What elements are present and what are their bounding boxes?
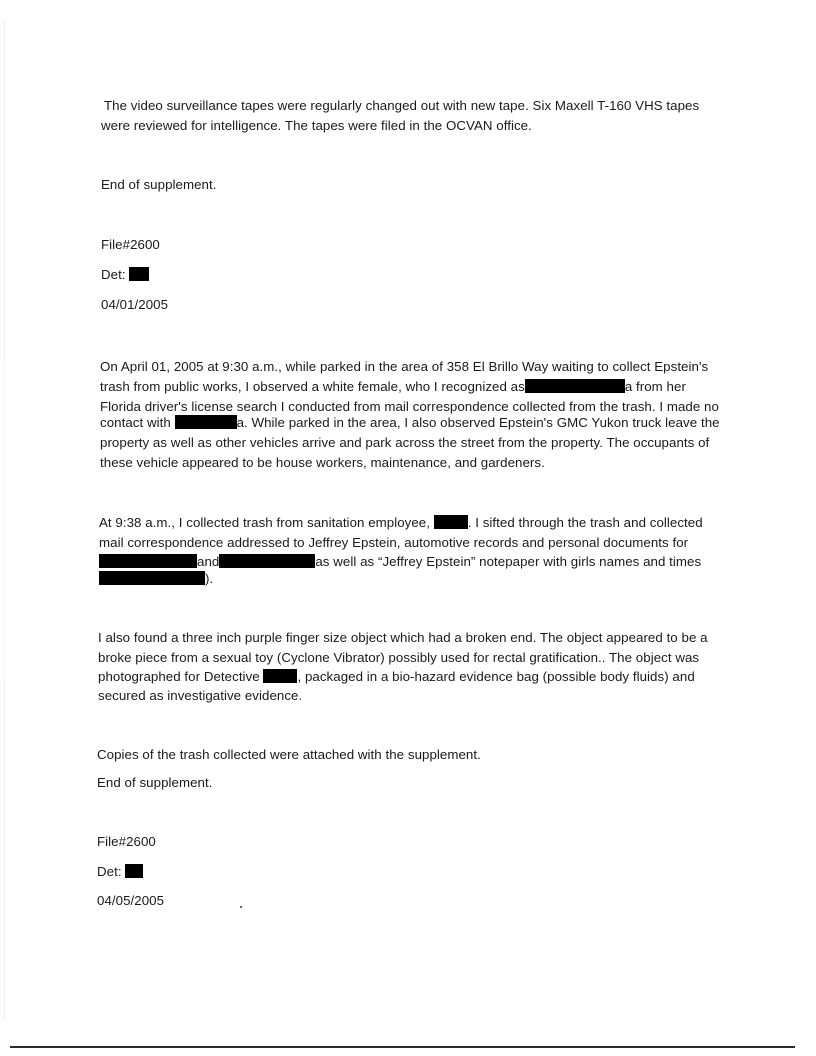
text-segment: and	[197, 554, 220, 569]
redaction-box	[219, 554, 315, 568]
file-number-2: File#2600	[97, 834, 156, 849]
end-of-supplement-2: End of supplement.	[97, 775, 213, 790]
redaction-box	[125, 864, 143, 878]
text-segment: trash from public works, I observed a white female, who I recognized as	[100, 379, 525, 394]
text-segment: as well as “Jeffrey Epstein” notepaper with girls names and times	[315, 554, 702, 569]
redaction-box	[263, 669, 297, 683]
scan-speck	[240, 906, 242, 908]
text-segment: , packaged in a bio-hazard evidence bag (possible body fluids) and	[297, 669, 695, 684]
paragraph-4-line-2: broke piece from a sexual toy (Cyclone Vibrator) possibly used for rectal gratification.. The object was	[98, 650, 700, 665]
text-segment: a	[624, 379, 633, 394]
redaction-box	[525, 379, 625, 393]
paragraph-2-line-2	[100, 377, 686, 397]
text-segment: contact with	[100, 415, 171, 430]
paragraph-4-line-3	[98, 667, 695, 687]
paragraph-2-line-1: On April 01, 2005 at 9:30 a.m., while parked in the area of 358 El Brillo Way waiting to collect Epstein's	[100, 359, 709, 374]
paragraph-3-line-2: mail correspondence addressed to Jeffrey Epstein, automotive records and personal documents for	[99, 535, 689, 550]
redaction-box	[99, 571, 205, 585]
paragraph-3-line-1	[99, 513, 703, 533]
detective-line-1	[101, 265, 149, 285]
redaction-box	[99, 554, 197, 568]
paragraph-3-line-4	[99, 569, 213, 589]
copies-attached: Copies of the trash collected were attached with the supplement.	[97, 747, 481, 762]
date-1: 04/01/2005	[101, 297, 169, 312]
text-segment: . I sifted through the trash and collected	[467, 515, 703, 530]
paragraph-4-line-1: I also found a three inch purple finger size object which had a broken end. The object appeared to be a	[98, 630, 708, 645]
paragraph-1-line-1: The video surveillance tapes were regularly changed out with new tape. Six Maxell T-160 VHS tapes	[104, 98, 700, 113]
paragraph-2-line-6: these vehicle appeared to be house workers, maintenance, and gardeners.	[100, 455, 545, 470]
file-number-1: File#2600	[101, 237, 160, 252]
detective-label: Det:	[101, 267, 126, 282]
scan-edge	[4, 20, 5, 1020]
redaction-box	[434, 515, 468, 529]
detective-label: Det:	[97, 864, 122, 879]
text-segment: photographed for Detective	[98, 669, 260, 684]
paragraph-2-line-3: Florida driver's license search I conducted from mail correspondence collected from the trash. I made no	[100, 399, 719, 414]
date-2: 04/05/2005	[97, 893, 165, 908]
end-of-supplement-1: End of supplement.	[101, 177, 217, 192]
bottom-rule	[10, 1046, 795, 1048]
redaction-box	[175, 415, 237, 429]
paragraph-2-line-5: property as well as other vehicles arrive and park across the street from the property. The occupants of	[100, 435, 710, 450]
text-segment: from her	[636, 379, 686, 394]
paragraph-4-line-4: secured as investigative evidence.	[98, 688, 303, 703]
paragraph-2-line-4	[100, 413, 720, 433]
text-segment: At 9:38 a.m., I collected trash from sanitation employee,	[99, 515, 430, 530]
redaction-box	[129, 267, 149, 281]
detective-line-2	[97, 862, 143, 882]
paragraph-1-line-2: were reviewed for intelligence. The tapes were filed in the OCVAN office.	[101, 118, 532, 133]
text-segment: a. While parked in the area, I also observed Epstein's GMC Yukon truck leave the	[236, 415, 720, 430]
text-segment: ).	[205, 571, 214, 586]
